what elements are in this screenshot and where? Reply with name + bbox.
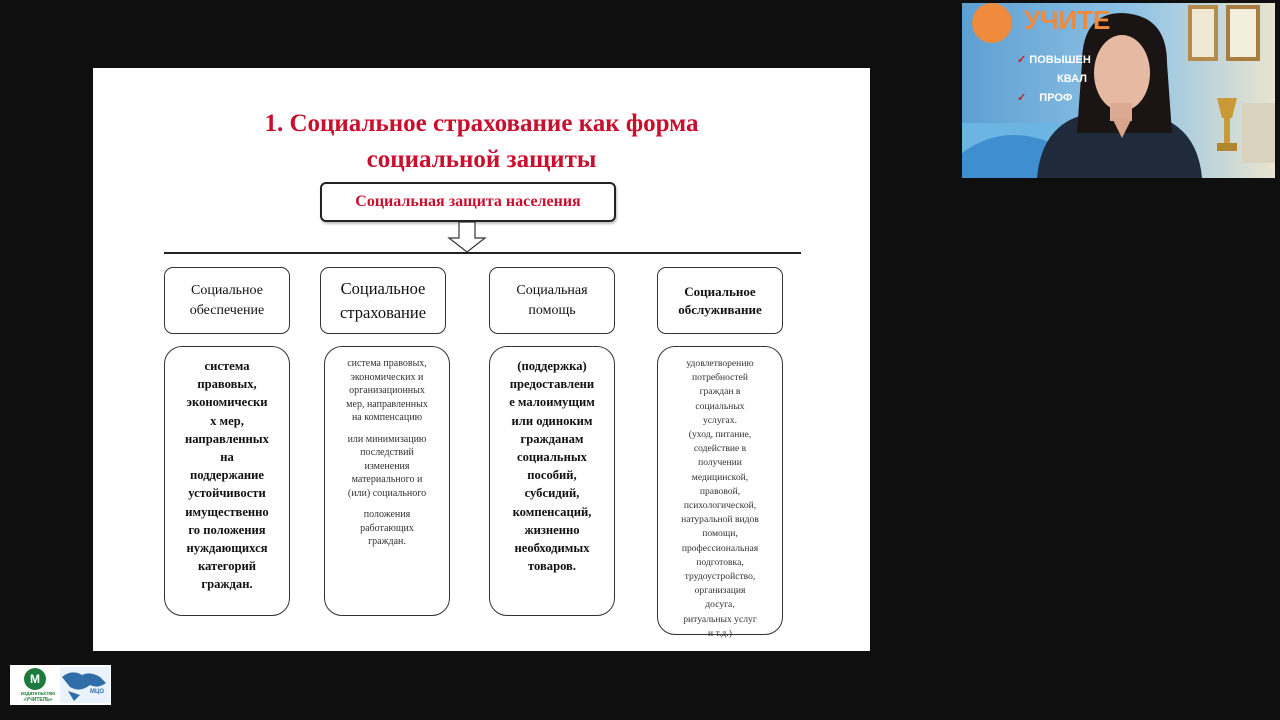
description-line: предоставлени — [509, 377, 595, 392]
description-line: жизненно — [524, 522, 580, 537]
description-line: система правовых, — [347, 358, 427, 369]
description-box-3 — [489, 346, 615, 616]
logo-emblem-icon: M — [24, 668, 46, 690]
description-line: получении — [698, 457, 742, 469]
description-line: услугах. — [702, 414, 738, 426]
description-line: последствий — [360, 447, 414, 458]
description-line: необходимых — [514, 541, 590, 556]
header-box-label: Социальная защита населения — [355, 193, 581, 210]
description-line: психологической, — [683, 500, 757, 512]
description-line: категорий — [197, 559, 257, 574]
category-label: Социальное страхование — [339, 278, 427, 322]
description-line: компенсаций, — [512, 504, 592, 519]
logo-badge: МЦО — [90, 689, 105, 695]
description-line: х мер, — [210, 413, 244, 428]
category-label: Социальное обслуживание — [678, 283, 762, 317]
description-line: социальных — [517, 450, 587, 465]
description-line: е малоимущим — [509, 395, 595, 410]
webcam-video — [962, 3, 1275, 178]
publisher-logo — [10, 665, 111, 705]
down-arrow-icon — [445, 222, 489, 254]
webcam-banner-text: УЧИТЕ — [1024, 5, 1111, 35]
description-line: на — [220, 450, 234, 465]
logo-text: издательство «УЧИТЕЛЬ» — [20, 691, 56, 703]
description-line: субсидий, — [524, 486, 580, 501]
description-line: направленных — [185, 431, 269, 446]
description-box-4 — [657, 346, 783, 639]
slide-title-line-1: 1. Социальное страхование как форма — [264, 110, 699, 137]
description-line: социальных — [695, 400, 745, 412]
description-line: нуждающихся — [186, 541, 268, 556]
description-line: пособий, — [527, 468, 577, 483]
presentation-slide — [93, 68, 870, 651]
description-line: и т.д.) — [708, 627, 732, 639]
description-line: го положения — [188, 522, 266, 537]
description-line: товаров. — [527, 559, 577, 574]
category-label: Социальная помощь — [516, 282, 588, 318]
description-line: правовой, — [699, 485, 741, 497]
description-line: профессиональная — [681, 542, 759, 554]
description-line: граждан в — [699, 386, 741, 398]
description-line: граждан. — [201, 577, 253, 592]
description-line: удовлетворению — [686, 358, 754, 369]
description-line: система — [204, 359, 250, 373]
description-line: натуральной видов — [681, 514, 759, 526]
description-line: содействие в — [693, 443, 747, 455]
description-line: или одиноким — [511, 413, 593, 428]
category-box-2 — [320, 267, 446, 334]
slide-title-line-2: социальной защиты — [366, 146, 597, 173]
description-line: трудоустройство, — [684, 571, 756, 583]
description-line: материального и — [351, 474, 423, 485]
description-line: ритуальных услуг — [683, 613, 757, 625]
description-line: правовых, — [197, 377, 257, 392]
description-line: организационных — [349, 385, 425, 396]
description-line: (поддержка) — [517, 359, 587, 373]
description-line: или минимизацию — [347, 433, 427, 445]
description-box-2 — [324, 346, 450, 616]
description-line: потребностей — [691, 372, 749, 384]
category-box-1 — [164, 267, 290, 334]
description-line: медицинской, — [691, 471, 749, 483]
description-line: положения — [363, 509, 411, 520]
description-line: досуга, — [705, 599, 735, 611]
description-line: (или) социального — [347, 487, 427, 499]
description-line: работающих — [360, 522, 414, 534]
slide-title — [93, 106, 870, 178]
description-line: подготовка, — [696, 556, 744, 568]
globe-map-icon — [60, 667, 110, 703]
description-line: (уход, питание, — [688, 429, 752, 441]
presenter-video-frame — [962, 3, 1275, 178]
description-line: изменения — [364, 460, 410, 472]
webcam-banner-lines: ✓ ПОВЫШЕН КВАЛ ✓ ПРОФ — [1017, 54, 1091, 104]
header-box — [320, 182, 616, 222]
category-label: Социальное обеспечение — [189, 282, 265, 318]
description-line: экономически — [186, 395, 268, 410]
description-line: экономических и — [350, 371, 424, 383]
category-box-4 — [657, 267, 783, 334]
description-line: на компенсацию — [351, 412, 423, 423]
description-line: организация — [694, 585, 746, 597]
description-line: граждан. — [368, 536, 406, 547]
description-box-1 — [164, 346, 290, 616]
description-line: имущественно — [185, 504, 269, 519]
description-line: помощи, — [702, 528, 738, 540]
description-line: мер, направленных — [346, 398, 428, 410]
description-line: гражданам — [520, 431, 584, 446]
description-line: поддержание — [189, 468, 265, 483]
horizontal-divider — [164, 252, 801, 254]
category-box-3 — [489, 267, 615, 334]
description-line: устойчивости — [188, 486, 266, 501]
